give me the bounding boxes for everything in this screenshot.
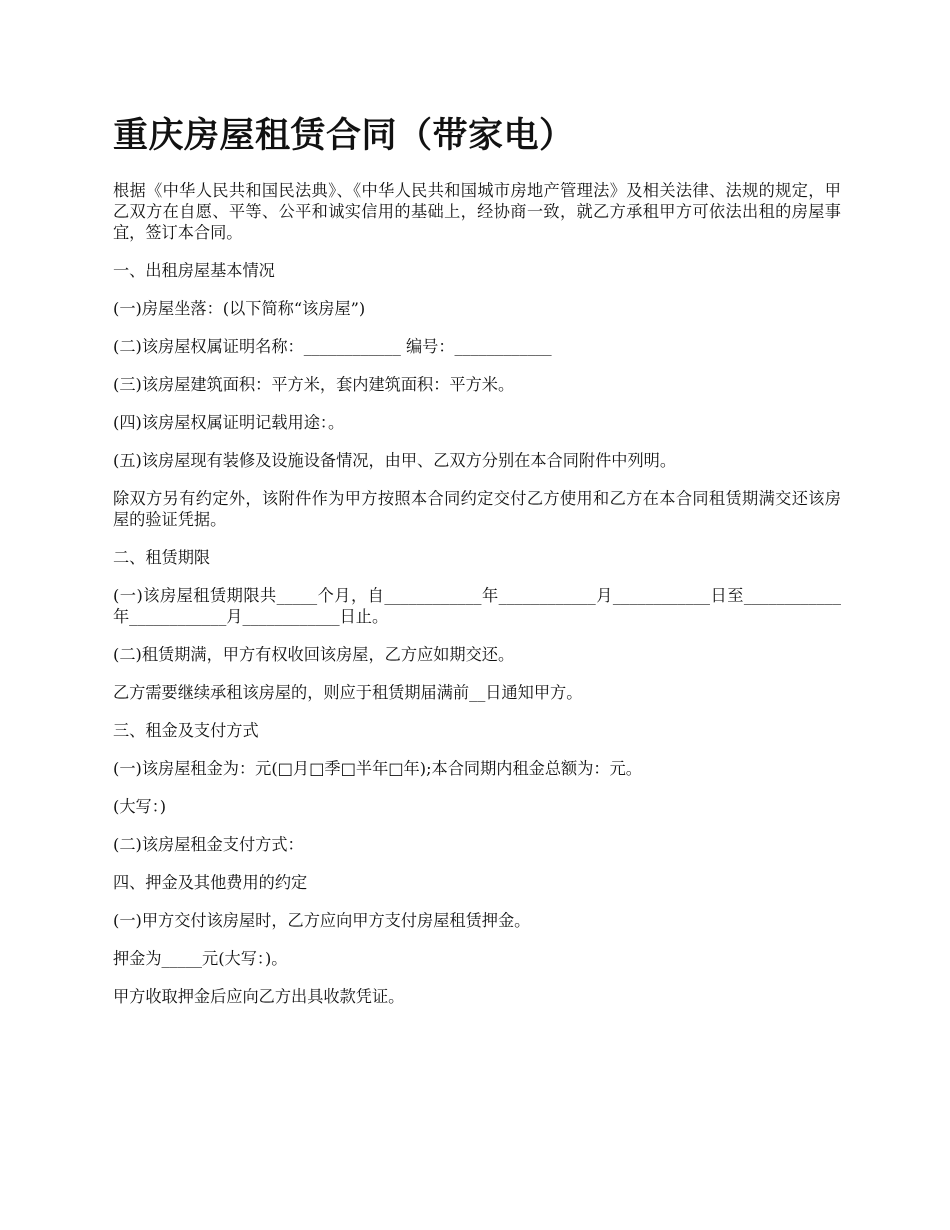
clause-rent-amount: (一)该房屋租金为：元(□月□季□半年□年);本合同期内租金总额为：元。 <box>113 759 642 778</box>
clause-floor-area: (三)该房屋建筑面积：平方米，套内建筑面积：平方米。 <box>113 375 515 394</box>
clause-registered-use: (四)该房屋权属证明记载用途：。 <box>113 413 345 432</box>
clause-lease-period: (一)该房屋租赁期限共_____个月，自____________年____________月____________日至____________年____________月____________日止。 <box>113 586 841 626</box>
section-heading-property-info: 一、出租房屋基本情况 <box>113 261 275 280</box>
clause-property-location: (一)房屋坐落：(以下简称“该房屋”) <box>113 299 366 318</box>
clause-renewal-notice: 乙方需要继续承租该房屋的，则应于租赁期届满前__日通知甲方。 <box>113 683 583 702</box>
section-heading-rent-payment: 三、租金及支付方式 <box>113 721 259 740</box>
clause-decoration-facilities: (五)该房屋现有装修及设施设备情况，由甲、乙双方分别在本合同附件中列明。 <box>113 451 677 470</box>
section-heading-lease-term: 二、租赁期限 <box>113 548 211 567</box>
clause-rent-payment-method: (二)该房屋租金支付方式： <box>113 835 304 854</box>
contract-document <box>113 114 841 1024</box>
clause-rent-in-words: (大写：) <box>113 797 167 816</box>
clause-lease-expiry: (二)租赁期满，甲方有权收回该房屋，乙方应如期交还。 <box>113 645 515 664</box>
clause-deposit-amount: 押金为_____元(大写：)。 <box>113 949 288 968</box>
document-title: 重庆房屋租赁合同（带家电） <box>113 115 575 156</box>
section-heading-deposit-fees: 四、押金及其他费用的约定 <box>113 873 308 892</box>
clause-attachment-evidence: 除双方另有约定外，该附件作为甲方按照本合同约定交付乙方使用和乙方在本合同租赁期满交还该房屋的验证凭据。 <box>113 489 841 529</box>
clause-deposit-receipt: 甲方收取押金后应向乙方出具收款凭证。 <box>113 987 405 1006</box>
clause-ownership-certificate: (二)该房屋权属证明名称：____________ 编号：____________ <box>113 337 552 356</box>
preamble-paragraph: 根据《中华人民共和国民法典》、《中华人民共和国城市房地产管理法》及相关法律、法规的规定，甲乙双方在自愿、平等、公平和诚实信用的基础上，经协商一致，就乙方承租甲方可依法出租的房屋事宜，签订本合同。 <box>113 181 841 242</box>
clause-deposit-payment: (一)甲方交付该房屋时，乙方应向甲方支付房屋租赁押金。 <box>113 911 531 930</box>
